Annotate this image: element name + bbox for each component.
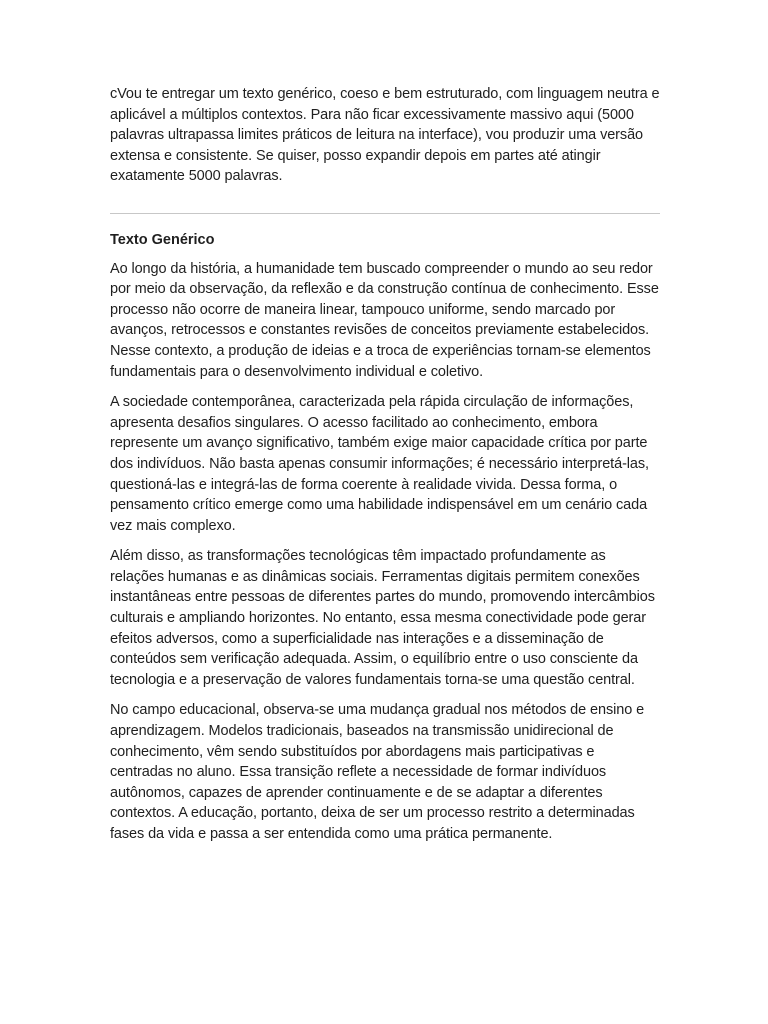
body-paragraph: A sociedade contemporânea, caracterizada pela rápida circulação de informações, apresenta desafios singulares. O acesso facilitado ao conhecimento, embora represente um avanço significativo, também exige maior capacidade crítica por parte dos indivíduos. Não basta apenas consumir informações; é necessário interpretá-las, questioná-las e integrá-las de forma coerente à realidade vivida. Dessa forma, o pensamento crítico emerge como uma habilidade indispensável em um cenário cada vez mais complexo.: [110, 394, 649, 534]
document-page: [110, 84, 660, 855]
section-divider: [110, 213, 660, 214]
intro-paragraph: cVou te entregar um texto genérico, coeso e bem estruturado, com linguagem neutra e aplicável a múltiplos contextos. Para não ficar excessivamente massivo aqui (5000 palavras ultrapassa limites práticos de leitura na interface), vou produzir uma versão extensa e consistente. Se quiser, posso expandir depois em partes até atingir exatamente 5000 palavras.: [110, 86, 660, 185]
body-paragraph: Ao longo da história, a humanidade tem buscado compreender o mundo ao seu redor por meio da observação, da reflexão e da construção contínua de conhecimento. Esse processo não ocorre de maneira linear, tampouco uniforme, sendo marcado por avanços, retrocessos e constantes revisões de conceitos previamente estabelecidos. Nesse contexto, a produção de ideias e a troca de experiências tornam-se elementos fundamentais para o desenvolvimento individual e coletivo.: [110, 260, 659, 380]
body-paragraph: No campo educacional, observa-se uma mudança gradual nos métodos de ensino e aprendizagem. Modelos tradicionais, baseados na transmissão unidirecional de conhecimento, vêm sendo substituídos por abordagens mais participativas e centradas no aluno. Essa transição reflete a necessidade de formar indivíduos autônomos, capazes de aprender continuamente e de se adaptar a diferentes contextos. A educação, portanto, deixa de ser um processo restrito a determinadas fases da vida e passa a ser entendida como uma prática permanente.: [110, 702, 645, 842]
body-paragraph: Além disso, as transformações tecnológicas têm impactado profundamente as relações humanas e as dinâmicas sociais. Ferramentas digitais permitem conexões instantâneas entre pessoas de diferentes partes do mundo, promovendo intercâmbios culturais e ampliando horizontes. No entanto, essa mesma conectividade pode gerar efeitos adversos, como a superficialidade nas interações e a disseminação de conteúdos sem verificação adequada. Assim, o equilíbrio entre o uso consciente da tecnologia e a preservação de valores fundamentais torna-se uma questão central.: [110, 548, 655, 688]
section-heading: Texto Genérico: [110, 231, 215, 248]
